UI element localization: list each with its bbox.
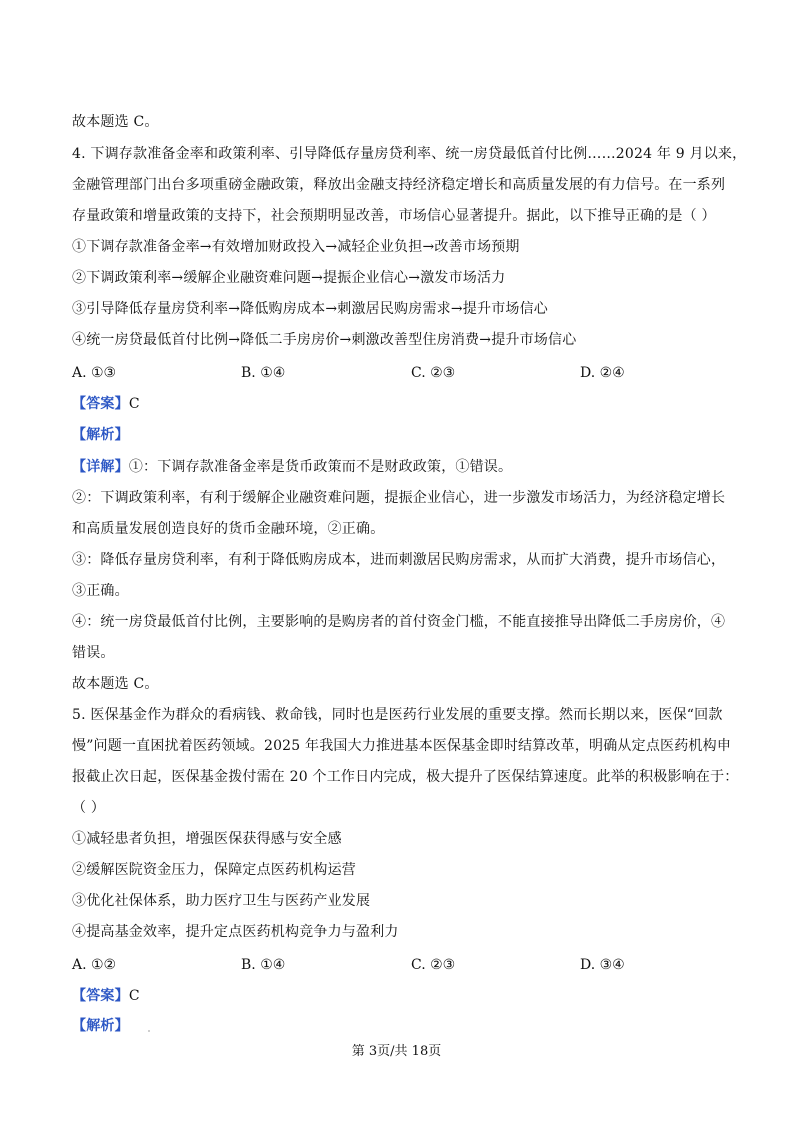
q4-stem-line-2: 金融管理部门出台多项重磅金融政策，释放出金融支持经济稳定增长和高质量发展的有力信号。在一系列: [72, 177, 726, 193]
q5-stem-line-2: 慢”问题一直困扰着医药领域。2025 年我国大力推进基本医保基金即时结算改革，明确从定点医药机构申: [72, 738, 732, 754]
q4-detail-line-3: 和高质量发展创造良好的货币金融环境，②正确。: [72, 521, 385, 537]
q4-conclusion: 故本题选 C。: [72, 676, 159, 692]
q4-detail-line-5: ③正确。: [72, 583, 129, 599]
q5-statement-1: ①减轻患者负担，增强医保获得感与安全感: [72, 831, 342, 847]
q4-detail-line-1: [72, 457, 752, 477]
q5-stem-line-1: 5. 医保基金作为群众的看病钱、救命钱，同时也是医药行业发展的重要支撑。然而长期以来，医保“回款: [72, 707, 723, 723]
q4-detail-label: 【详解】: [72, 459, 129, 475]
q5-analysis-line: [72, 1016, 752, 1036]
q4-detail-text-1: ①：下调存款准备金率是货币政策而不是财政政策，①错误。: [128, 459, 513, 475]
q5-analysis-label: 【解析】: [72, 1018, 129, 1034]
q4-answer-line: [72, 394, 752, 414]
q4-stem-line-1: 4. 下调存款准备金率和政策利率、引导降低存量房贷利率、统一房贷最低首付比例……2024 年 9 月以来，: [72, 146, 747, 162]
q5-option-d: D. ③④: [580, 957, 625, 973]
q4-statement-1: ①下调存款准备金率→有效增加财政投入→减轻企业负担→改善市场预期: [72, 239, 520, 255]
q5-blank-bracket: （ ）: [72, 800, 106, 816]
q5-option-b: B. ①④: [241, 957, 286, 973]
q5-answer-value: C: [128, 988, 140, 1004]
q5-option-c: C. ②③: [411, 957, 456, 973]
q4-answer-value: C: [128, 396, 140, 412]
q5-stem-line-3: 报截止次日起，医保基金拨付需在 20 个工作日内完成，极大提升了医保结算速度。此举的积极影响在于：: [72, 769, 739, 785]
q4-stem-line-3: 存量政策和增量政策的支持下，社会预期明显改善，市场信心显著提升。据此，以下推导正确的是（ ）: [72, 208, 716, 224]
scan-speck: [148, 1030, 150, 1032]
q4-statement-2: ②下调政策利率→缓解企业融资难问题→提振企业信心→激发市场活力: [72, 270, 506, 286]
page-footer: 第 3页/共 18页: [351, 1044, 442, 1059]
q4-option-c: C. ②③: [411, 365, 456, 381]
q5-statement-2: ②缓解医院资金压力，保障定点医药机构运营: [72, 862, 356, 878]
q4-option-a: A. ①③: [72, 365, 117, 381]
q5-option-a: A. ①②: [72, 957, 117, 973]
q5-statement-3: ③优化社保体系，助力医疗卫生与医药产业发展: [72, 893, 371, 909]
q4-detail-line-6: ④：统一房贷最低首付比例，主要影响的是购房者的首付资金门槛，不能直接推导出降低二手房房价，④: [72, 614, 726, 630]
q4-statement-4: ④统一房贷最低首付比例→降低二手房房价→刺激改善型住房消费→提升市场信心: [72, 332, 577, 348]
q4-answer-label: 【答案】: [72, 396, 129, 412]
q4-detail-line-4: ③：降低存量房贷利率，有利于降低购房成本，进而刺激居民购房需求，从而扩大消费，提升市场信心，: [72, 552, 726, 568]
q4-analysis-label: 【解析】: [72, 427, 129, 443]
q4-option-b: B. ①④: [241, 365, 286, 381]
q5-answer-line: [72, 986, 752, 1006]
q4-detail-line-2: ②：下调政策利率，有利于缓解企业融资难问题，提振企业信心，进一步激发市场活力，为经济稳定增长: [72, 490, 726, 506]
q5-statement-4: ④提高基金效率，提升定点医药机构竞争力与盈利力: [72, 924, 399, 940]
q4-analysis-line: [72, 425, 752, 445]
q3-conclusion: 故本题选 C。: [72, 114, 159, 130]
q4-option-d: D. ②④: [580, 365, 625, 381]
q5-answer-label: 【答案】: [72, 988, 129, 1004]
q4-statement-3: ③引导降低存量房贷利率→降低购房成本→刺激居民购房需求→提升市场信心: [72, 301, 548, 317]
q4-detail-line-7: 错误。: [72, 645, 115, 661]
